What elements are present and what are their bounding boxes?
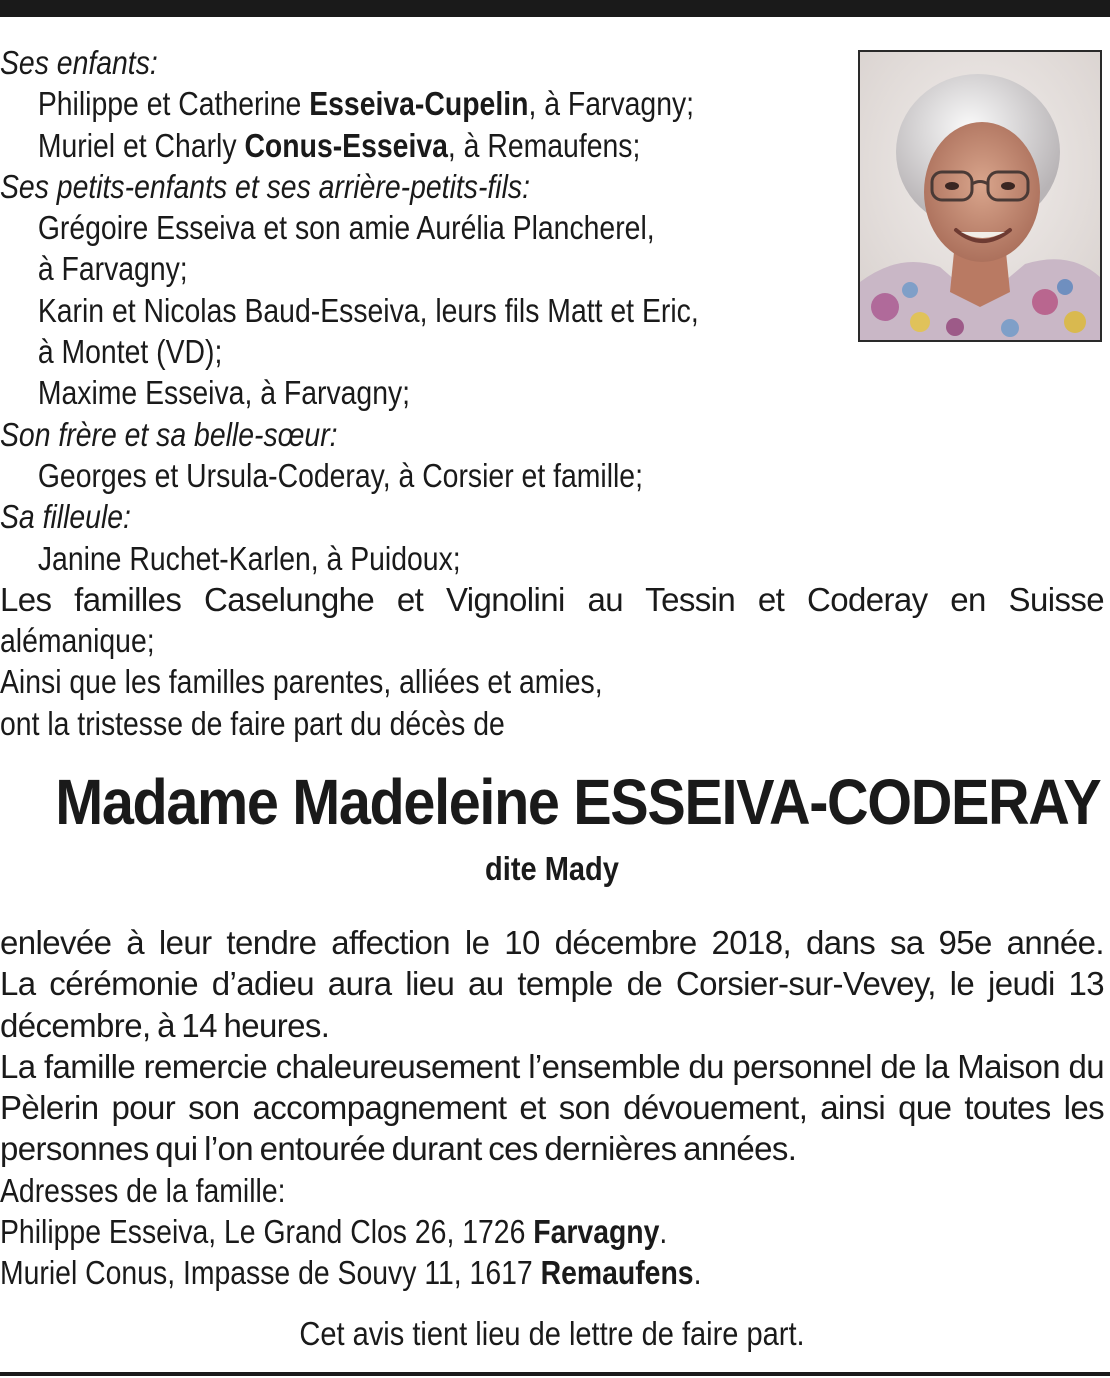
section-heading: Ses enfants: [0,44,158,81]
family-line: Karin et Nicolas Baud-Esseiva, leurs fils Matt et Eric, [37,291,699,329]
address-line: Philippe Esseiva, Le Grand Clos 26, 1726 Farvagny. [0,1213,668,1251]
deceased-name: Madame Madeleine ESSEIVA-CODERAY [55,766,1101,838]
bottom-rule [0,1372,1110,1376]
portrait-photo [858,50,1102,342]
closing-note: Cet avis tient lieu de lettre de faire part. [299,1315,805,1352]
notice-body [0,922,1104,1294]
family-line: Muriel et Charly Conus-Esseiva, à Remaufens; [37,126,641,164]
addresses-heading: Adresses de la famille: [0,1171,286,1209]
nickname: dite Mady [485,850,619,887]
section-heading: Ses petits-enfants et ses arrière-petits-fils: [0,167,530,205]
families-line: Les familles Caselunghe et Vignolini au Tessin et Coderay en Suisse [0,580,1104,618]
family-line: Maxime Esseiva, à Farvagny; [37,374,411,412]
intro-line: Ainsi que les familles parentes, alliées et amies, [0,663,603,701]
family-line: Janine Ruchet-Karlen, à Puidoux; [37,539,461,577]
body-paragraph: La famille remercie chaleureusement l’ensemble du personnel de la Maison du Pèlerin pour son accompagnement et son dévouement, ainsi que toutes les personnes qui l’on entourée durant ces dernières années. [0,1047,1104,1168]
family-line: Georges et Ursula-Coderay, à Corsier et famille; [37,456,643,494]
family-line: à Farvagny; [37,250,188,288]
intro-line: ont la tristesse de faire part du décès de [0,704,505,742]
address-line: Muriel Conus, Impasse de Souvy 11, 1617 Remaufens. [0,1254,702,1292]
family-line: Philippe et Catherine Esseiva-Cupelin, à Farvagny; [37,85,695,123]
body-paragraph: La cérémonie d’adieu aura lieu au temple de Corsier-sur-Vevey, le jeudi 13 décembre, à 14 heures. [0,965,1104,1044]
family-line: Grégoire Esseiva et son amie Aurélia Plancherel, [37,209,655,247]
family-line: à Montet (VD); [37,333,223,371]
body-paragraph: enlevée à leur tendre affection le 10 décembre 2018, dans sa 95e année. [0,924,1104,961]
section-heading: Son frère et sa belle-sœur: [0,415,338,453]
section-heading: Sa filleule: [0,498,131,536]
top-rule [0,0,1110,17]
portrait-illustration [860,52,1100,340]
families-line: alémanique; [0,622,155,660]
